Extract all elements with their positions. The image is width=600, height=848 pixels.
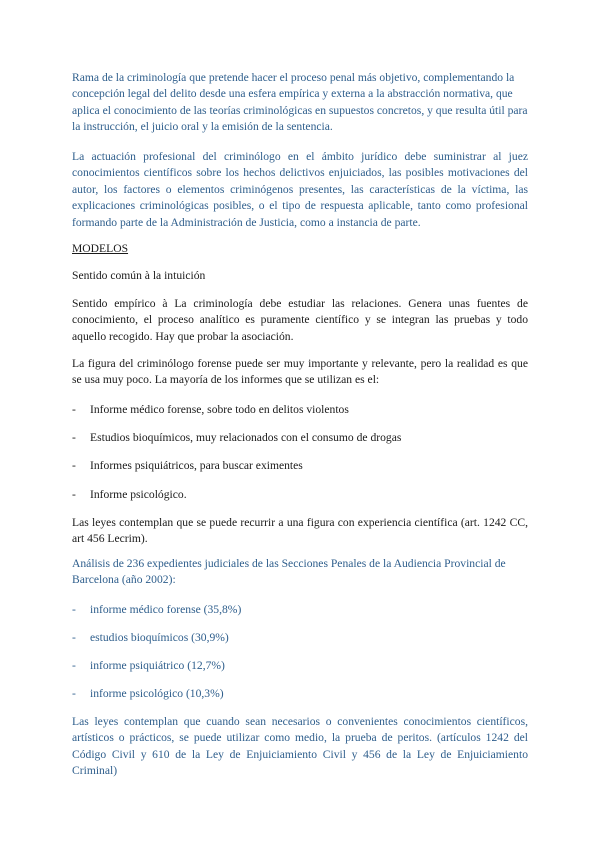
list-item-text: informe médico forense (35,8%) [90, 603, 242, 616]
list-item-text: Informe psicológico. [90, 488, 187, 501]
paragraph-common-sense: Sentido común à la intuición [72, 269, 206, 282]
list-dash: - [72, 603, 76, 616]
list-item-text: Informe médico forense, sobre todo en delitos violentos [90, 403, 349, 416]
heading-modelos: MODELOS [72, 242, 129, 255]
list-dash: - [72, 403, 76, 416]
list-item-text: informe psiquiátrico (12,7%) [90, 659, 225, 672]
list-dash: - [72, 687, 76, 700]
list-dash: - [72, 631, 76, 644]
paragraph-laws-scientific: Las leyes contemplan que se puede recurrir a una figura con experiencia científica (art. 1242 CC, art 456 Lecrim). [72, 516, 528, 546]
paragraph-laws-experts: Las leyes contemplan que cuando sean necesarios o convenientes conocimientos científicos, artísticos o prácticos, se puede utilizar como medio, la prueba de peritos. (artículos 1242 del Código Civil y 610 de la Ley de Enjuiciamiento Civil y 456 de la Ley de Enjuiciamiento Criminal) [72, 715, 528, 778]
paragraph-empirical-sense: Sentido empírico à La criminología debe estudiar las relaciones. Genera unas fuentes de conocimiento, el proceso analítico es puramente científico y se integran las pruebas y todo aquello recogido. Hay que probar la asociación. [72, 297, 528, 343]
paragraph-criminologist-role: La actuación profesional del criminólogo en el ámbito jurídico debe suministrar al juez conocimientos científicos sobre los hechos delictivos enjuiciados, las posibles motivaciones del autor, los factores o elementos criminógenos presentes, las características de la víctima, las explicaciones criminológicas posibles, o el tipo de respuesta aplicable, tanto como profesional formando parte de la Administración de Justicia, como a instancia de parte. [72, 150, 528, 229]
paragraph-analysis: Análisis de 236 expedientes judiciales de las Secciones Penales de la Audiencia Provincial de Barcelona (año 2002): [72, 557, 506, 587]
list-dash: - [72, 431, 76, 444]
list-dash: - [72, 659, 76, 672]
list-item-text: Estudios bioquímicos, muy relacionados con el consumo de drogas [90, 431, 402, 444]
paragraph-forensic-figure: La figura del criminólogo forense puede ser muy importante y relevante, pero la realidad es que se usa muy poco. La mayoría de los informes que se utilizan es el: [72, 357, 528, 387]
list-item-text: informe psicológico (10,3%) [90, 687, 224, 700]
list-item-text: Informes psiquiátricos, para buscar eximentes [90, 459, 303, 472]
paragraph-definition: Rama de la criminología que pretende hacer el proceso penal más objetivo, complementando la concepción legal del delito desde una esfera empírica y externa a la abstracción normativa, que aplica el conocimiento de las teorías criminológicas en supuestos concretos, y que resulta útil para la instrucción, el juicio oral y la emisión de la sentencia. [72, 71, 528, 134]
list-dash: - [72, 459, 76, 472]
list-item-text: estudios bioquímicos (30,9%) [90, 631, 229, 644]
list-dash: - [72, 488, 76, 501]
